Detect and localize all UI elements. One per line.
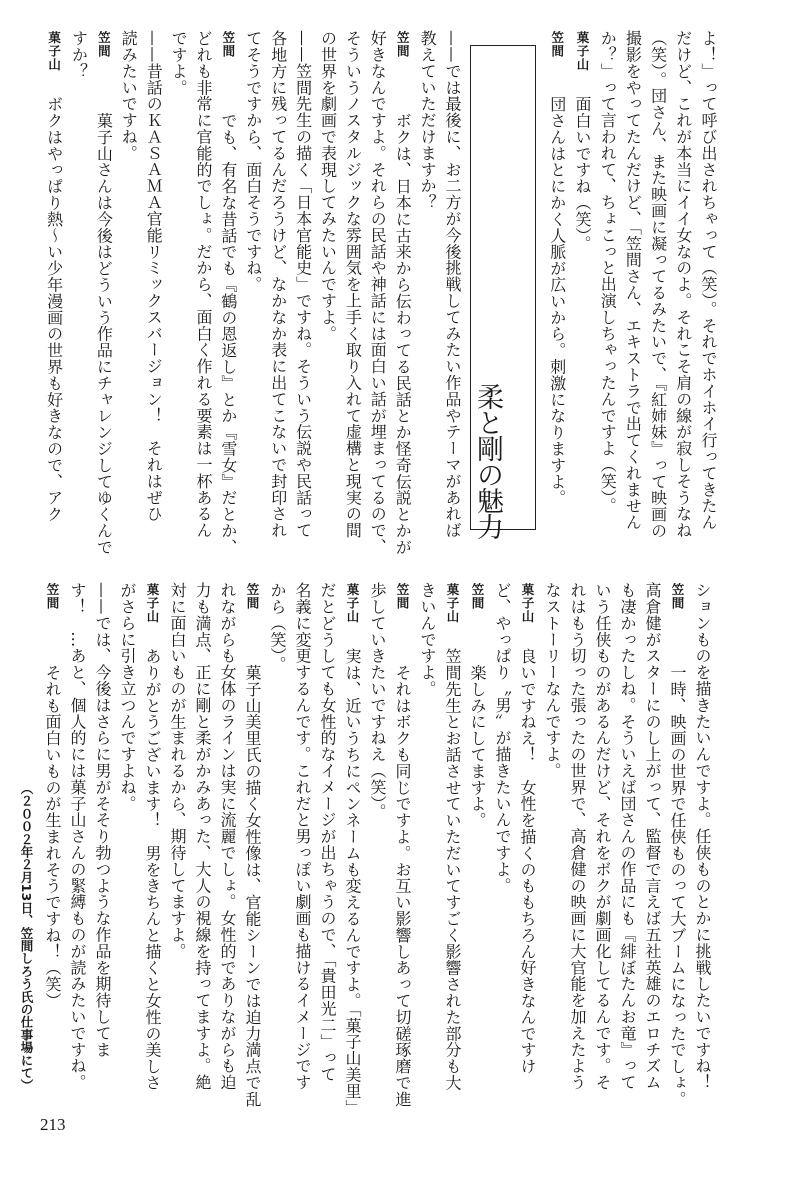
speaker-label: 笠間 bbox=[220, 31, 236, 58]
text-line: がさらに引き立つんですよね。 bbox=[118, 582, 137, 812]
text-line: きいんですよ。 bbox=[418, 582, 437, 697]
speaker-label: 笠間 bbox=[670, 583, 685, 610]
text-line: いう任侠ものがあるんだけど、それをボクが劇画化してるんです。そ bbox=[593, 582, 612, 1091]
text-line: れはもう切った張ったの世界で、高倉健の映画に大官能を加えたよう bbox=[568, 582, 587, 1091]
speaker-label: 菓子山 bbox=[46, 31, 62, 72]
text-line: よ！」って呼び出されちゃって（笑）。それでホイホイ行ってきたん bbox=[699, 30, 718, 531]
text-line: 名義に変更するんです。これだと男っぽい劇画も描けるイメージです bbox=[293, 582, 312, 1091]
text-line: ——では、今後はさらに男がそそり勃つような作品を期待してま bbox=[93, 582, 112, 1058]
speaker-label: 笠間 bbox=[549, 31, 565, 58]
text-line: ど、やっぱり〝男〟が描きたいんですよ。 bbox=[493, 582, 512, 894]
text-line: も凄かったしね。そういえば団さんの作品にも『緋ぼたんお竜』って bbox=[618, 582, 637, 1091]
text-line: どれも非常に官能的でしょ。だから、面白く作れる要素は一杯あるん bbox=[194, 30, 213, 539]
text-line: れながらも女体のラインは実に流麗でしょ。女性的でありながらも迫 bbox=[218, 582, 237, 1091]
text-line: 高倉健がスターにのし上がって、監督で言えば五社英雄のエロチズム bbox=[643, 582, 662, 1091]
text-line: の世界を劇画で表現してみたいんですよ。 bbox=[318, 30, 338, 342]
speaker-label: 笠間 bbox=[96, 31, 112, 58]
text-line: から（笑）。 bbox=[268, 582, 287, 673]
text-line: 読みたいですね。 bbox=[119, 30, 139, 162]
interview-date-note: （２００２年２月13日、笠間しろう氏の仕事場にて） bbox=[19, 782, 34, 1092]
speaker-label: 笠間 bbox=[245, 583, 260, 610]
text-line: てそうですから、面白そうですね。 bbox=[243, 30, 263, 293]
page-number: 213 bbox=[40, 1115, 66, 1134]
text-line: 菓子山さんは今後はどういう作品にチャレンジしてゆくんで bbox=[94, 96, 114, 556]
text-line: 楽しみにしてますよ。 bbox=[468, 648, 487, 829]
text-line: 好きなんですよ。それらの民話や神話には面白い話が埋まってるので、 bbox=[368, 30, 388, 555]
speaker-label: 笠間 bbox=[470, 583, 485, 610]
text-line: なストーリーなんですよ。 bbox=[543, 582, 562, 779]
text-line: そういうノスタルジックな雰囲気を上手く取り入れて虚構と現実の間 bbox=[343, 30, 363, 539]
text-line: 面白いですね（笑）。 bbox=[573, 96, 592, 252]
section-heading: 柔と剛の魅力 bbox=[472, 383, 503, 539]
text-line: すか？ bbox=[69, 30, 89, 80]
text-line: 教えていただけますか？ bbox=[418, 30, 438, 211]
text-line: す！ …あと、個人的には菓子山さんの緊縛ものが読みたいですね。 bbox=[68, 582, 87, 1091]
text-line: ションものを描きたいんですよ。任侠ものとかに挑戦したいですね！ bbox=[693, 582, 712, 1091]
text-line: か？」って言われて、ちょこっと出演しちゃったんですよ（笑）。 bbox=[598, 30, 618, 514]
speaker-label: 菓子山 bbox=[575, 31, 590, 72]
text-line: 対に面白いものが生まれるから、期待してますよ。 bbox=[168, 582, 187, 960]
text-line: それも面白いものが生まれそうですね！（笑） bbox=[43, 648, 62, 1009]
text-line: だけど、これが本当にイイ女なのよ。それこそ肩の線が寂しそうなね bbox=[673, 30, 693, 539]
text-line: 菓子山美里氏の描く女性像は、官能シーンでは迫力満点で乱 bbox=[243, 648, 262, 1108]
text-line: 笠間先生とお話させていただいてすごく影響された部分も大 bbox=[443, 648, 462, 1091]
speaker-label: 菓子山 bbox=[145, 583, 160, 624]
text-line: 歩していきたいですねえ（笑）。 bbox=[368, 582, 387, 820]
text-line: それはボクも同じですよ。お互い影響しあって切磋琢磨で進 bbox=[393, 648, 412, 1108]
text-line: 各地方に残ってるんだろうけど、なかなか表に出てこないで封印され bbox=[268, 30, 288, 539]
speaker-label: 菓子山 bbox=[445, 583, 460, 624]
text-line: ——昔話のＫＡＳＡＭＡ官能リミックスバージョン！ それはぜひ bbox=[144, 30, 164, 522]
text-line: ——では最後に、お二方が今後挑戦してみたい作品やテーマがあれば bbox=[443, 30, 462, 539]
speaker-label: 菓子山 bbox=[520, 583, 535, 624]
speaker-label: 菓子山 bbox=[345, 583, 360, 624]
text-line: 力も満点、正に剛と柔がかみあった、大人の視線を持ってますよ。絶 bbox=[193, 582, 212, 1091]
text-line: だとどうしても女性的なイメージが出ちゃうので、「貴田光二」って bbox=[318, 582, 337, 1083]
text-line: 団さんはとにかく人脈が広いから。刺激になりますよ。 bbox=[547, 96, 567, 506]
text-line: でも、有名な昔話でも『鶴の恩返し』とか『雪女』だとか、 bbox=[218, 96, 238, 556]
text-line: ボクは、日本に古来から伝わってる民話とか怪奇伝説とかが bbox=[393, 96, 413, 556]
speaker-label: 笠間 bbox=[395, 31, 411, 58]
speaker-label: 笠間 bbox=[45, 583, 60, 610]
text-line: 良いですねえ！ 女性を描くのももちろん好きなんですけ bbox=[518, 648, 537, 1075]
text-line: ボクはやっぱり熱～い少年漫画の世界も好きなので、アク bbox=[44, 96, 64, 523]
speaker-label: 笠間 bbox=[395, 583, 410, 610]
text-line: 実は、近いうちにペンネームも変えるんですよ。「菓子山美里」 bbox=[343, 648, 362, 1116]
text-line: ですよ。 bbox=[169, 30, 189, 96]
text-line: ありがとうございます！ 男をきちんと描くと女性の美しさ bbox=[143, 648, 162, 1091]
text-line: （笑）。団さん、また映画に凝ってるみたいで、『紅姉妹』って映画の bbox=[648, 30, 668, 539]
text-line: 撮影をやってたんだけど、「笠間さん、エキストラで出てくれません bbox=[623, 30, 643, 531]
text-line: ——笠間先生の描く「日本官能史」ですね。そういう伝説や民話って bbox=[293, 30, 313, 539]
text-line: 一時、映画の世界で任侠ものって大ブームになったでしょ。 bbox=[668, 648, 687, 1108]
